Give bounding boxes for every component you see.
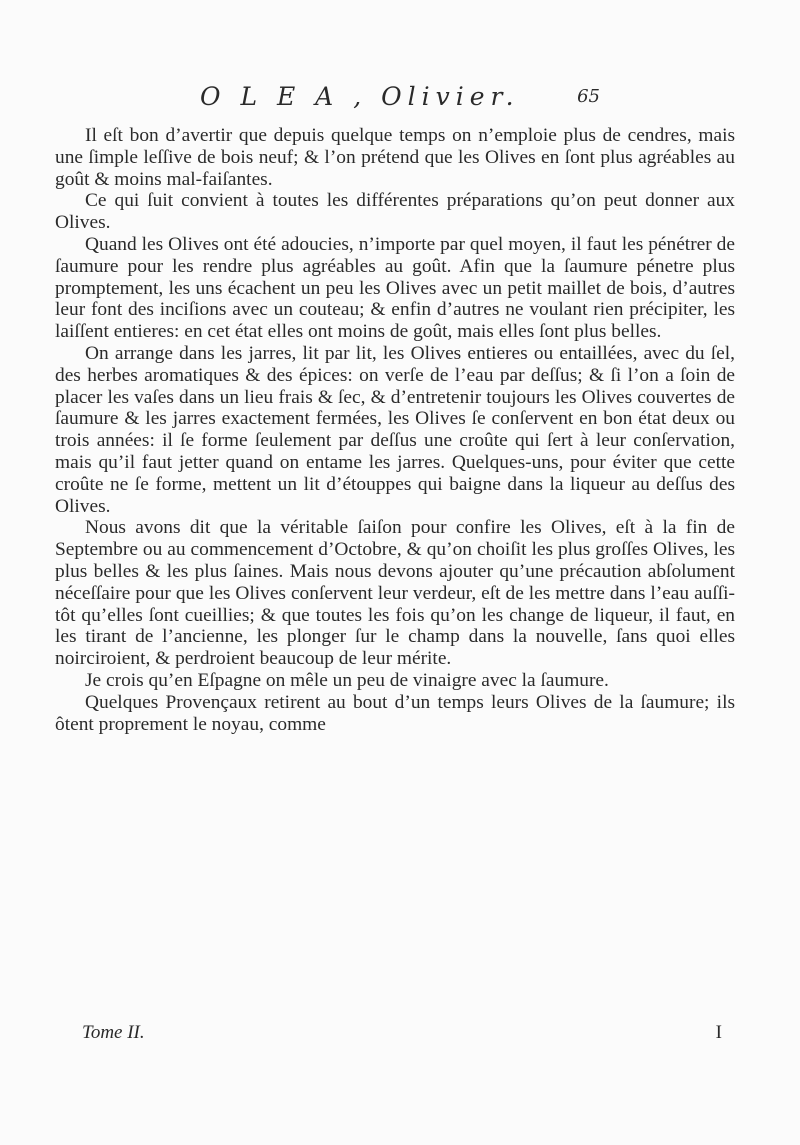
paragraph: Quand les Olives ont été adoucies, n’importe par quel moyen, il faut les pénétrer de ſaumure pour les rendre plus agréables au goût. Afin que la ſaumure pénetre plus promptement, les uns écachent un peu les Olives avec un petit maillet de bois, d’autres leur font des inciſions avec un couteau; & enfin d’autres ne voulant rien précipiter, les laiſſent entieres: en cet état elles ont moins de goût, mais elles ſont plus belles. (55, 233, 735, 343)
running-title: O L E A , Olivier. (200, 82, 520, 111)
paragraph: On arrange dans les jarres, lit par lit, les Olives entieres ou entaillées, avec du ſel, des herbes aromatiques & des épices: on verſe de l’eau par deſſus; & ſi l’on a ſoin de placer les vaſes dans un lieu frais & ſec, & d’entretenir toujours les Olives couvertes de ſaumure & les jarres exactement fermées, les Olives ſe conſervent en bon état deux ou trois années: il ſe forme ſeulement par deſſus une croûte qui ſert à leur conſervation, mais qu’il faut jetter quand on entame les jarres. Quelques-uns, pour éviter que cette croûte ne ſe forme, mettent un lit d’étouppes qui baigne dans la liqueur au deſſus des Olives. (55, 342, 735, 517)
signature-mark: I (715, 1022, 722, 1043)
paragraph: Quelques Provençaux retirent au bout d’un temps leurs Olives de la ſaumure; ils ôtent proprement le noyau, comme (55, 691, 735, 735)
paragraph: Il eſt bon d’avertir que depuis quelque temps on n’emploie plus de cendres, mais une ſimple leſſive de bois neuf; & l’on prétend que les Olives en ſont plus agréables au goût & moins mal-faiſantes. (55, 125, 735, 190)
page-header (200, 82, 600, 122)
page-number: 65 (577, 86, 600, 107)
volume-label: Tome II. (82, 1022, 145, 1043)
paragraph: Ce qui ſuit convient à toutes les différentes préparations qu’on peut donner aux Olives. (55, 190, 735, 234)
paragraph: Je crois qu’en Eſpagne on mêle un peu de vinaigre avec la ſaumure. (85, 669, 609, 691)
paragraph: Nous avons dit que la véritable ſaiſon pour confire les Olives, eſt à la fin de Septembre ou au commencement d’Octobre, & qu’on choiſit les plus groſſes Olives, les plus belles & les plus ſaines. Mais nous devons ajouter qu’une précaution abſolument néceſſaire pour que les Olives conſervent leur verdeur, eſt de les mettre dans l’eau auſſi-tôt qu’elles ſont cueillies; & que toutes les fois qu’on les change de liqueur, il faut, en les tirant de l’ancienne, les plonger ſur le champ dans la nouvelle, ſans quoi elles noirciroient, & perdroient beaucoup de leur mérite. (55, 517, 735, 670)
body-text (55, 125, 735, 735)
page-footer (82, 1022, 722, 1046)
